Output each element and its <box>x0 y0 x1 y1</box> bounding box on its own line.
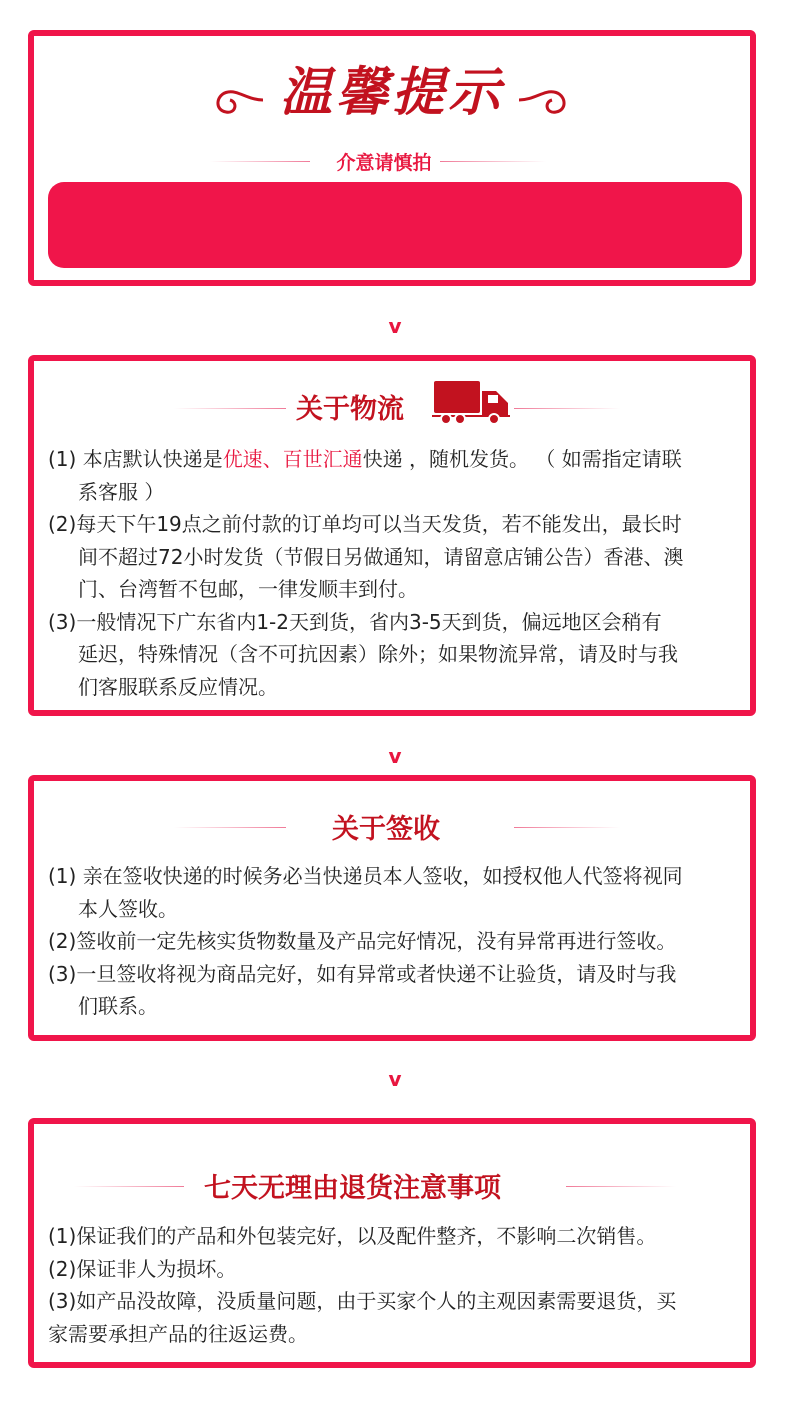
notice-title: 温馨提示 <box>279 62 504 123</box>
returns-title: 七天无理由退货注意事项 <box>204 1173 501 1204</box>
logistics-item-1-text-cont: 快递 ，随机发货。 （ 如需指定请联 <box>362 447 682 471</box>
notice-subtitle-row <box>34 148 750 174</box>
signing-item-1-line1: (1) 亲在签收快递的时候务必当快递员本人签收，如授权他人代签将视同 <box>48 864 683 888</box>
chevron-down-icon: v <box>388 744 402 768</box>
logistics-item-3-line1: (3)一般情况下广东省内1-2天到货，省内3-5天到货，偏远地区会稍有 <box>48 609 662 634</box>
signing-item-3-line2: 们联系。 <box>78 994 158 1018</box>
returns-card <box>28 1118 756 1368</box>
returns-item-3-line2: 家需要承担产品的往返运费。 <box>48 1321 308 1346</box>
divider-line <box>566 1186 676 1187</box>
courier-highlight: 优速、百世汇通 <box>222 447 363 471</box>
chevron-down-icon: v <box>388 1067 402 1091</box>
logistics-item-3-line3: 们客服联系反应情况。 <box>78 674 278 699</box>
returns-item-1: (1)保证我们的产品和外包装完好，以及配件整齐，不影响二次销售。 <box>48 1224 657 1248</box>
signing-body <box>48 860 742 1023</box>
logistics-item-2-line1: (2)每天下午19点之前付款的订单均可以当天发货，若不能发出，最长时 <box>48 512 682 536</box>
divider-line <box>514 827 620 828</box>
signing-title: 关于签收 <box>332 814 440 845</box>
notice-card <box>28 30 756 286</box>
chevron-down-icon: v <box>388 314 402 338</box>
truck-icon <box>432 379 512 427</box>
signing-item-2-line1: (2)签收前一定先核实货物数量及产品完好情况，没有异常再进行签收。 <box>48 929 677 953</box>
divider-line <box>74 1186 184 1187</box>
divider-line <box>174 408 286 409</box>
logistics-item-2-line2: 间不超过72小时发货（节假日另做通知，请留意店铺公告）香港、澳 <box>78 544 684 569</box>
logistics-item-1 <box>48 443 742 476</box>
notice-subtitle: 介意请慎拍 <box>336 152 432 174</box>
logistics-item-1-text: (1) 本店默认快递是 <box>48 447 223 471</box>
notice-banner <box>48 182 742 268</box>
logistics-item-3-line2: 延迟，特殊情况（含不可抗因素）除外；如果物流异常，请及时与我 <box>78 642 678 666</box>
returns-body <box>48 1220 742 1350</box>
logistics-card <box>28 355 756 716</box>
divider-line <box>210 161 310 162</box>
divider-line <box>514 408 620 409</box>
returns-item-2: (2)保证非人为损坏。 <box>48 1256 237 1281</box>
logistics-title: 关于物流 <box>296 394 404 425</box>
divider-line <box>440 161 546 162</box>
logistics-item-1-line2: 系客服 ） <box>78 479 165 504</box>
signing-card <box>28 775 756 1041</box>
returns-item-3-line1: (3)如产品没故障，没质量问题，由于买家个人的主观因素需要退货，买 <box>48 1289 677 1313</box>
signing-item-3-line1: (3)一旦签收将视为商品完好，如有异常或者快递不让验货，请及时与我 <box>48 961 677 986</box>
logistics-item-2-line3: 门、台湾暂不包邮，一律发顺丰到付。 <box>78 577 418 601</box>
right-swirl-ornament <box>514 70 574 120</box>
divider-line <box>174 827 286 828</box>
signing-item-1-line2: 本人签收。 <box>78 896 178 921</box>
logistics-body <box>48 443 742 703</box>
